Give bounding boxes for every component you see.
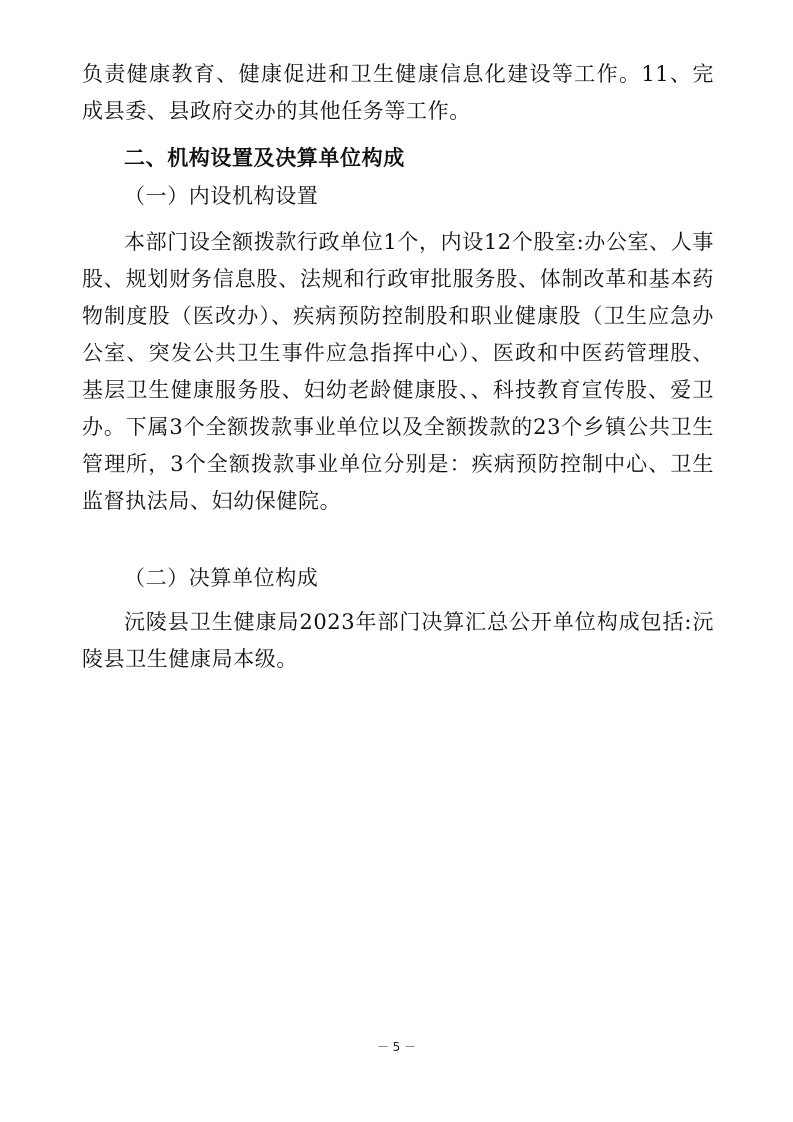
final-accounts-units-paragraph: 沅陵县卫生健康局2023年部门决算汇总公开单位构成包括:沅陵县卫生健康局本级。 bbox=[82, 610, 714, 671]
page-number: － 5 － bbox=[376, 1040, 417, 1054]
intro-continuation-paragraph: 负责健康教育、健康促进和卫生健康信息化建设等工作。11、完成县委、县政府交办的其他任务等工作。 bbox=[82, 62, 714, 123]
subheading-final-accounts-units: （二）决算单位构成 bbox=[124, 566, 319, 590]
internal-departments-paragraph: 本部门设全额拨款行政单位1个，内设12个股室:办公室、人事股、规划财务信息股、法规和行政审批服务股、体制改革和基本药物制度股（医改办）、疾病预防控制股和职业健康股（卫生应急办公室、突发公共卫生事件应急指挥中心）、医政和中医药管理股、基层卫生健康服务股、妇幼老龄健康股、、科技教育宣传股、爱卫办。下属3个全额拨款事业单位以及全额拨款的23个乡镇公共卫生管理所，3个全额拨款事业单位分别是：疾病预防控制中心、卫生监督执法局、妇幼保健院。 bbox=[82, 230, 714, 513]
subheading-internal-departments: （一）内设机构设置 bbox=[124, 184, 319, 208]
section-heading-institution-setup: 二、机构设置及决算单位构成 bbox=[124, 146, 405, 170]
